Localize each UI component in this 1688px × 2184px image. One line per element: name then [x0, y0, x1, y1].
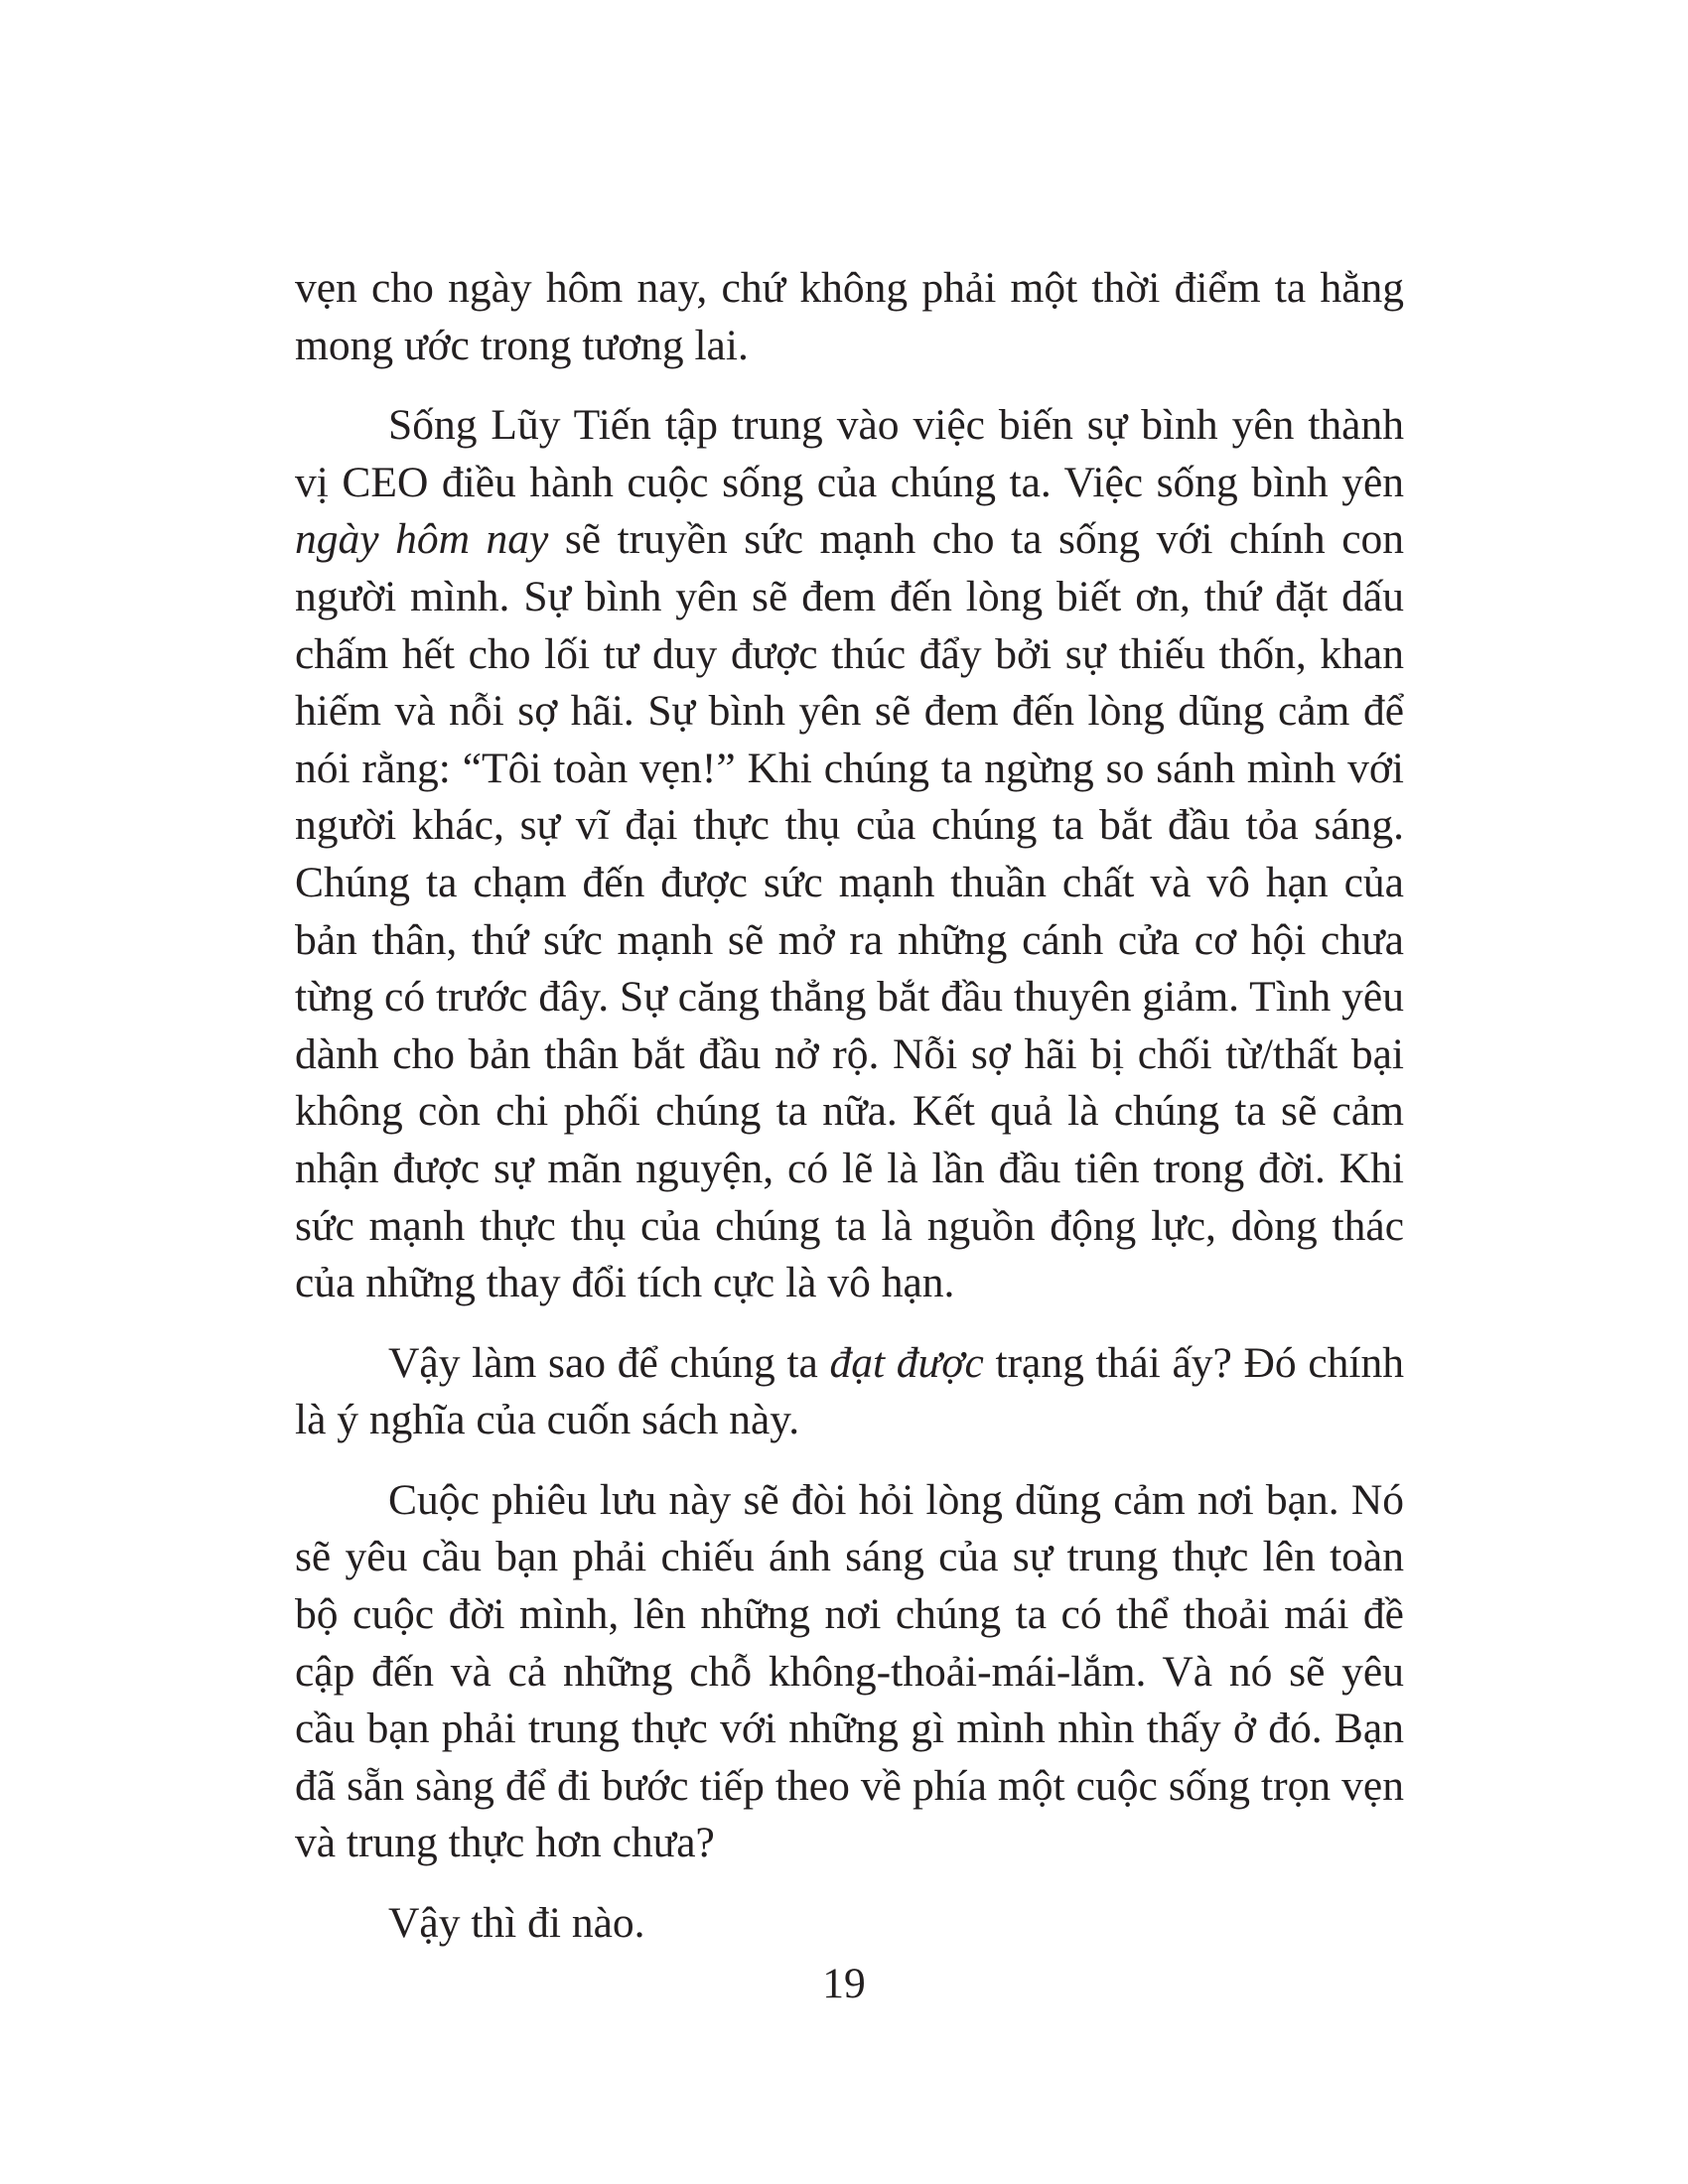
- page-body: [295, 260, 1404, 1953]
- paragraph-2-italic-phrase: ngày hôm nay: [295, 515, 549, 564]
- paragraph-2-run-1: Sống Lũy Tiến tập trung vào việc biến sự bình yên thành vị CEO điều hành cuộc sống của chúng ta. Việc sống bình yên: [295, 401, 1404, 506]
- page-number: 19: [822, 1960, 866, 2007]
- paragraph-3-run-1: Vậy làm sao để chúng ta: [388, 1338, 830, 1387]
- paragraph-1: [295, 260, 1404, 374]
- paragraph-4-run-1: Cuộc phiêu lưu này sẽ đòi hỏi lòng dũng cảm nơi bạn. Nó sẽ yêu cầu bạn phải chiếu ánh sáng của sự trung thực lên toàn bộ cuộc đời mình, lên những nơi chúng ta có thể thoải mái đề cập đến và cả những chỗ không-thoải-mái-lắm. Và nó sẽ yêu cầu bạn phải trung thực với những gì mình nhìn thấy ở đó. Bạn đã sẵn sàng để đi bước tiếp theo về phía một cuộc sống trọn vẹn và trung thực hơn chưa?: [295, 1475, 1404, 1867]
- paragraph-3-run-3: trạng thái ấy? Đó chính là ý nghĩa của cuốn sách này.: [295, 1338, 1404, 1444]
- paragraph-3: [295, 1335, 1404, 1449]
- paragraph-4: [295, 1472, 1404, 1872]
- paragraph-2: [295, 397, 1404, 1312]
- paragraph-5-run-1: Vậy thì đi nào.: [388, 1899, 645, 1948]
- paragraph-3-italic-phrase: đạt được: [829, 1338, 984, 1387]
- paragraph-2-run-3: sẽ truyền sức mạnh cho ta sống với chính con người mình. Sự bình yên sẽ đem đến lòng biết ơn, thứ đặt dấu chấm hết cho lối tư duy được thúc đẩy bởi sự thiếu thốn, khan hiếm và nỗi sợ hãi. Sự bình yên sẽ đem đến lòng dũng cảm để nói rằng: “Tôi toàn vẹn!” Khi chúng ta ngừng so sánh mình với người khác, sự vĩ đại thực thụ của chúng ta bắt đầu tỏa sáng. Chúng ta chạm đến được sức mạnh thuần chất và vô hạn của bản thân, thứ sức mạnh sẽ mở ra những cánh cửa cơ hội chưa từng có trước đây. Sự căng thẳng bắt đầu thuyên giảm. Tình yêu dành cho bản thân bắt đầu nở rộ. Nỗi sợ hãi bị chối từ/thất bại không còn chi phối chúng ta nữa. Kết quả là chúng ta sẽ cảm nhận được sự mãn nguyện, có lẽ là lần đầu tiên trong đời. Khi sức mạnh thực thụ của chúng ta là nguồn động lực, dòng thác của những thay đổi tích cực là vô hạn.: [295, 515, 1404, 1307]
- paragraph-5: [295, 1895, 1404, 1953]
- paragraph-1-run-1: vẹn cho ngày hôm nay, chứ không phải một thời điểm ta hằng mong ước trong tương lai.: [295, 264, 1404, 369]
